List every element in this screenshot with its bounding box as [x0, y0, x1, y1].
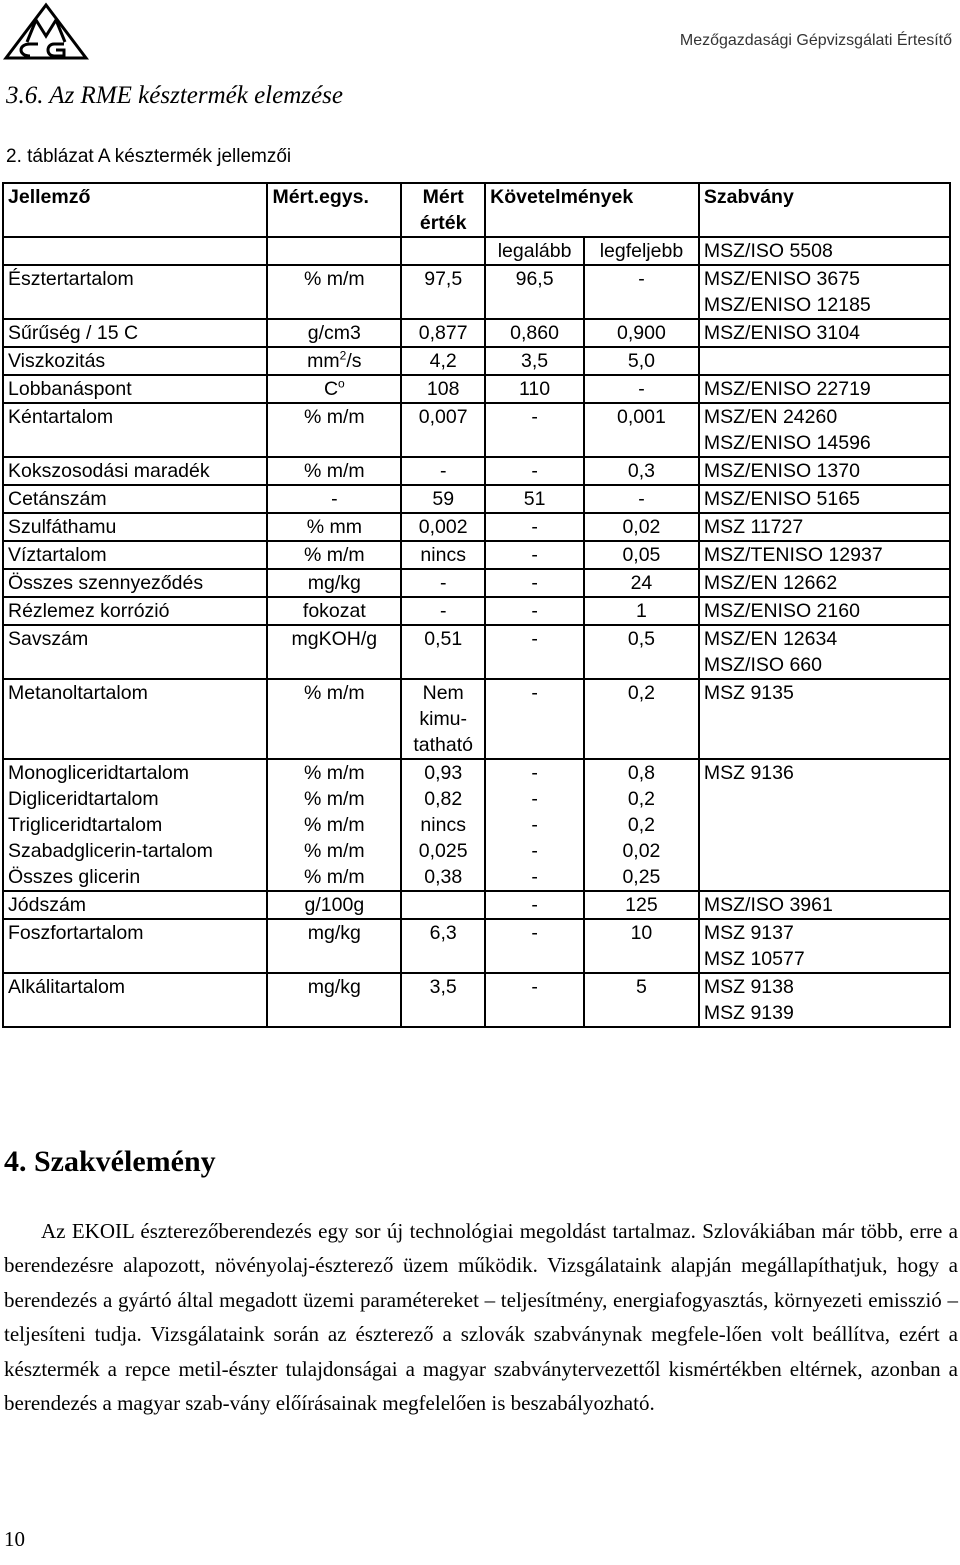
- header-property: Jellemző: [3, 183, 267, 237]
- cell-measured: 0,002: [401, 513, 485, 541]
- cell-unit: [267, 759, 401, 891]
- table-row: [3, 347, 950, 375]
- cell-measured: 0,007: [401, 403, 485, 457]
- cell-property: Sűrűség / 15 C: [3, 319, 267, 347]
- table-row: [3, 679, 950, 759]
- cell-unit: [267, 347, 401, 375]
- opinion-paragraph: Az EKOIL észterezőberendezés egy sor új technológiai megoldást tartalmaz. Szlovákiában már több, erre a berendezésre alapozott, növényolaj-észterező üzem működik. Vizsgálataink alapján megállapíthatjuk, hogy a berendezés a gyártó által megadott üzemi paramétereket – teljesítmény, energiafogyasztás, környezeti emisszió – teljesíteni tudja. Vizsgálataink során az észterező a szlovák szabványnak megfele-lően volt beállítva, ezért a késztermék a repce metil-észter tulajdonságai a magyar szabványtervezettől kismértékben eltérnek, azonban a berendezés a magyar szab-vány előírásainak megfelelően is beszabályozható.: [4, 1219, 958, 1416]
- cell-max: -: [584, 375, 699, 403]
- cell-unit: mgKOH/g: [267, 625, 401, 679]
- cell-standard: [699, 625, 950, 679]
- table-row: [3, 973, 950, 1027]
- cell-standard: [699, 919, 950, 973]
- glycerin-measured: 0,025: [418, 840, 468, 862]
- cell-max: 0,900: [584, 319, 699, 347]
- product-properties-table: [2, 182, 951, 1028]
- cell-unit: -: [267, 485, 401, 513]
- cell-standard: MSZ/ENISO 22719: [699, 375, 950, 403]
- cell-property: Viszkozitás: [3, 347, 267, 375]
- standard-line: MSZ 9137: [703, 922, 794, 944]
- cell-min: -: [485, 973, 584, 1027]
- glycerin-min: -: [531, 840, 538, 862]
- glycerin-min: -: [531, 866, 538, 888]
- cell-unit: % m/m: [267, 403, 401, 457]
- standard-line: MSZ/ENISO 12185: [703, 294, 871, 316]
- glycerin-min: -: [531, 788, 538, 810]
- measured-line: tatható: [413, 734, 474, 756]
- cell-max: 5,0: [584, 347, 699, 375]
- cell-property: Szulfáthamu: [3, 513, 267, 541]
- standard-line: MSZ 10577: [703, 948, 805, 970]
- cell-max: 1: [584, 597, 699, 625]
- glycerin-property: Szabadglicerin-tartalom: [8, 840, 213, 862]
- cell-unit: mg/kg: [267, 919, 401, 973]
- cell-unit: % m/m: [267, 265, 401, 319]
- unit-superscript: o: [338, 376, 345, 391]
- cell-property: Összes szennyeződés: [3, 569, 267, 597]
- table-row: [3, 513, 950, 541]
- cell-min: 51: [485, 485, 584, 513]
- cell-max: 0,001: [584, 403, 699, 457]
- glycerin-max: 0,25: [622, 866, 661, 888]
- standard-line: MSZ 9139: [703, 1002, 794, 1024]
- page-number: 10: [4, 1527, 25, 1551]
- cell-measured: -: [401, 569, 485, 597]
- header-standard: Szabvány: [699, 183, 950, 237]
- cell-property: Észtertartalom: [3, 265, 267, 319]
- cell-measured: [401, 891, 485, 919]
- cell-standard: MSZ/ENISO 1370: [699, 457, 950, 485]
- cell-unit: % mm: [267, 513, 401, 541]
- glycerin-measured: 0,38: [424, 866, 463, 888]
- cell-min: -: [485, 679, 584, 759]
- cell-max: 5: [584, 973, 699, 1027]
- cell-property: Kéntartalom: [3, 403, 267, 457]
- cell-property: Cetánszám: [3, 485, 267, 513]
- cell-standard: [699, 973, 950, 1027]
- cell-max: 0,3: [584, 457, 699, 485]
- journal-name: Mezőgazdasági Gépvizsgálati Értesítő: [679, 32, 952, 49]
- cell-max: 0,02: [584, 513, 699, 541]
- unit-base: mm: [307, 350, 340, 372]
- glycerin-property: Trigliceridtartalom: [8, 814, 163, 836]
- table-row: [3, 541, 950, 569]
- standard-line: MSZ/ENISO 3675: [703, 268, 860, 290]
- cell-unit: % m/m: [267, 457, 401, 485]
- cell-min: -: [485, 513, 584, 541]
- cell-min: -: [485, 597, 584, 625]
- header-requirements: Követelmények: [485, 183, 699, 237]
- cell-measured: 6,3: [401, 919, 485, 973]
- glycerin-min: -: [531, 762, 538, 784]
- standard-line: MSZ/ISO 660: [703, 654, 822, 676]
- cell-max: 24: [584, 569, 699, 597]
- cell-property: Lobbanáspont: [3, 375, 267, 403]
- cell-unit: mg/kg: [267, 569, 401, 597]
- table-row: [3, 569, 950, 597]
- cell-property: Rézlemez korrózió: [3, 597, 267, 625]
- glycerin-max: 0,2: [627, 788, 655, 810]
- cell-measured: -: [401, 597, 485, 625]
- cell-measured: nincs: [401, 541, 485, 569]
- cell-property: Metanoltartalom: [3, 679, 267, 759]
- cell-property: [3, 759, 267, 891]
- glycerin-unit: % m/m: [304, 762, 365, 784]
- subheader-min: legalább: [485, 237, 584, 265]
- glycerin-unit: % m/m: [304, 814, 365, 836]
- cell-standard: MSZ/ENISO 5165: [699, 485, 950, 513]
- standard-line: MSZ/EN 12634: [703, 628, 838, 650]
- header-measured: Mért érték: [401, 183, 485, 237]
- cell-min: 110: [485, 375, 584, 403]
- unit-base: C: [323, 378, 339, 400]
- glycerin-max: 0,02: [622, 840, 661, 862]
- table-row: [3, 919, 950, 973]
- cell-property: Alkálitartalom: [3, 973, 267, 1027]
- cell-max: 0,5: [584, 625, 699, 679]
- cell-unit: % m/m: [267, 679, 401, 759]
- cell-property: Jódszám: [3, 891, 267, 919]
- glycerin-measured: 0,93: [424, 762, 463, 784]
- cell-measured: [401, 759, 485, 891]
- unit-tail: /s: [346, 350, 362, 372]
- cell-standard: MSZ 11727: [699, 513, 950, 541]
- glycerin-min: -: [531, 814, 538, 836]
- cell-measured: 3,5: [401, 973, 485, 1027]
- cell-standard: [699, 347, 950, 375]
- table-row: [3, 319, 950, 347]
- cell-property: Savszám: [3, 625, 267, 679]
- header-unit: Mért.egys.: [267, 183, 401, 237]
- cell-max: -: [584, 485, 699, 513]
- cell-measured: -: [401, 457, 485, 485]
- opinion-heading: 4. Szakvélemény: [4, 1145, 216, 1178]
- subheader-standard: MSZ/ISO 5508: [699, 237, 950, 265]
- cell-min: -: [485, 919, 584, 973]
- table-row: [3, 375, 950, 403]
- cell-measured: 108: [401, 375, 485, 403]
- cell-unit: % m/m: [267, 541, 401, 569]
- cell-standard: MSZ/EN 12662: [699, 569, 950, 597]
- glycerin-group-row: [3, 759, 950, 891]
- table-row: [3, 485, 950, 513]
- glycerin-unit: % m/m: [304, 866, 365, 888]
- cell-standard: MSZ/ENISO 3104: [699, 319, 950, 347]
- cell-measured: [401, 679, 485, 759]
- glycerin-max: 0,8: [627, 762, 655, 784]
- cell-max: -: [584, 265, 699, 319]
- standard-line: MSZ/EN 24260: [703, 406, 838, 428]
- cell-unit: g/cm3: [267, 319, 401, 347]
- standard-line: MSZ 9138: [703, 976, 794, 998]
- table-row: [3, 625, 950, 679]
- glycerin-measured: nincs: [420, 814, 466, 836]
- cell-min: 96,5: [485, 265, 584, 319]
- glycerin-max: 0,2: [627, 814, 655, 836]
- table-header-row: [3, 183, 950, 237]
- cell-measured: 59: [401, 485, 485, 513]
- cell-max: 0,2: [584, 679, 699, 759]
- glycerin-property: Digliceridtartalom: [8, 788, 159, 810]
- standard-line: MSZ/ENISO 14596: [703, 432, 871, 454]
- cell-max: 125: [584, 891, 699, 919]
- table-row: [3, 597, 950, 625]
- cell-standard: MSZ/ISO 3961: [699, 891, 950, 919]
- cell-property: Víztartalom: [3, 541, 267, 569]
- cell-min: [485, 759, 584, 891]
- cell-max: [584, 759, 699, 891]
- table-subheader-row: [3, 237, 950, 265]
- measured-line: Nem: [422, 682, 464, 704]
- cell-min: -: [485, 625, 584, 679]
- cell-standard: MSZ 9136: [699, 759, 950, 891]
- cell-measured: 0,877: [401, 319, 485, 347]
- cell-standard: MSZ 9135: [699, 679, 950, 759]
- table-caption: 2. táblázat A késztermék jellemzői: [6, 146, 292, 167]
- glycerin-unit: % m/m: [304, 788, 365, 810]
- cell-measured: 4,2: [401, 347, 485, 375]
- cell-min: -: [485, 891, 584, 919]
- cell-max: 10: [584, 919, 699, 973]
- table-row: [3, 891, 950, 919]
- journal-logo: [2, 2, 90, 62]
- table-row: [3, 403, 950, 457]
- cell-property: Foszfortartalom: [3, 919, 267, 973]
- cell-max: 0,05: [584, 541, 699, 569]
- table-row: [3, 265, 950, 319]
- cell-standard: MSZ/ENISO 2160: [699, 597, 950, 625]
- subheader-max: legfeljebb: [584, 237, 699, 265]
- unit-superscript: 2: [339, 348, 347, 363]
- cell-unit: [267, 375, 401, 403]
- section-title: 3.6. Az RME késztermék elemzése: [6, 82, 343, 109]
- cell-measured: 0,51: [401, 625, 485, 679]
- cell-unit: g/100g: [267, 891, 401, 919]
- glycerin-measured: 0,82: [424, 788, 463, 810]
- cell-standard: [699, 403, 950, 457]
- cell-min: -: [485, 541, 584, 569]
- cell-min: -: [485, 569, 584, 597]
- cell-min: -: [485, 457, 584, 485]
- glycerin-unit: % m/m: [304, 840, 365, 862]
- table-row: [3, 457, 950, 485]
- cell-property: Kokszosodási maradék: [3, 457, 267, 485]
- cell-standard: MSZ/TENISO 12937: [699, 541, 950, 569]
- measured-line: kimu-: [419, 708, 468, 730]
- glycerin-property: Monogliceridtartalom: [8, 762, 189, 784]
- cell-unit: fokozat: [267, 597, 401, 625]
- cell-standard: [699, 265, 950, 319]
- cell-min: 3,5: [485, 347, 584, 375]
- cell-min: -: [485, 403, 584, 457]
- glycerin-property: Összes glicerin: [8, 866, 141, 888]
- cell-min: 0,860: [485, 319, 584, 347]
- cell-unit: mg/kg: [267, 973, 401, 1027]
- cell-measured: 97,5: [401, 265, 485, 319]
